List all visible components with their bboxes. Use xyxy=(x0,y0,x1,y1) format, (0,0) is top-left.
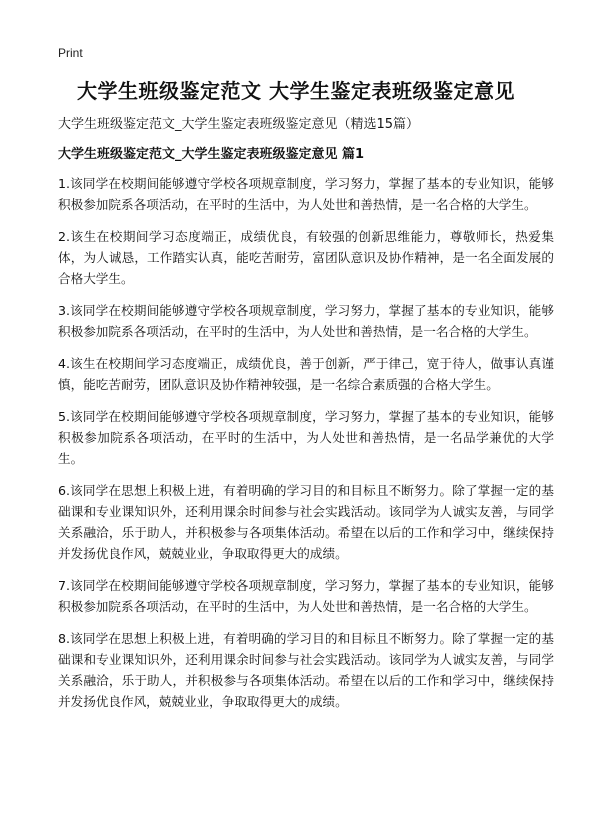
paragraph-1: 1.该同学在校期间能够遵守学校各项规章制度，学习努力，掌握了基本的专业知识，能够积极参加院系各项活动，在平时的生活中，为人处世和善热情，是一名合格的大学生。 xyxy=(58,176,554,212)
paragraph-8: 8.该同学在思想上积极上进，有着明确的学习目的和目标且不断努力。除了掌握一定的基础课和专业课知识外，还利用课余时间参与社会实践活动。该同学为人诚实友善，与同学关系融洽，乐于助人，并积极参与各项集体活动。希望在以后的工作和学习中，继续保持并发扬优良作风，兢兢业业，争取取得更大的成绩。 xyxy=(58,631,554,709)
paragraph-6: 6.该同学在思想上积极上进，有着明确的学习目的和目标且不断努力。除了掌握一定的基础课和专业课知识外，还利用课余时间参与社会实践活动。该同学为人诚实友善，与同学关系融洽，乐于助人，并积极参与各项集体活动。希望在以后的工作和学习中，继续保持并发扬优良作风，兢兢业业，争取取得更大的成绩。 xyxy=(58,483,554,561)
page-subtitle: 大学生班级鉴定范文_大学生鉴定表班级鉴定意见（精选15篇） xyxy=(58,117,420,132)
print-link[interactable]: Print xyxy=(58,46,83,60)
paragraph-2: 2.该生在校期间学习态度端正，成绩优良，有较强的创新思维能力，尊敬师长，热爱集体，为人诚恳，工作踏实认真，能吃苦耐劳，富团队意识及协作精神，是一名全面发展的合格大学生。 xyxy=(58,229,554,286)
paragraph-7: 7.该同学在校期间能够遵守学校各项规章制度，学习努力，掌握了基本的专业知识，能够积极参加院系各项活动，在平时的生活中，为人处世和善热情，是一名合格的大学生。 xyxy=(58,578,554,614)
paragraph-5: 5.该同学在校期间能够遵守学校各项规章制度，学习努力，掌握了基本的专业知识，能够积极参加院系各项活动，在平时的生活中，为人处世和善热情，是一名品学兼优的大学生。 xyxy=(58,409,554,466)
section-heading: 大学生班级鉴定范文_大学生鉴定表班级鉴定意见 篇1 xyxy=(58,147,365,162)
paragraph-4: 4.该生在校期间学习态度端正，成绩优良，善于创新，严于律己，宽于待人，做事认真谨慎，能吃苦耐劳，团队意识及协作精神较强，是一名综合素质强的合格大学生。 xyxy=(58,356,554,392)
paragraph-3: 3.该同学在校期间能够遵守学校各项规章制度，学习努力，掌握了基本的专业知识，能够积极参加院系各项活动，在平时的生活中，为人处世和善热情，是一名合格的大学生。 xyxy=(58,303,554,339)
page-title: 大学生班级鉴定范文 大学生鉴定表班级鉴定意见 xyxy=(77,79,515,103)
